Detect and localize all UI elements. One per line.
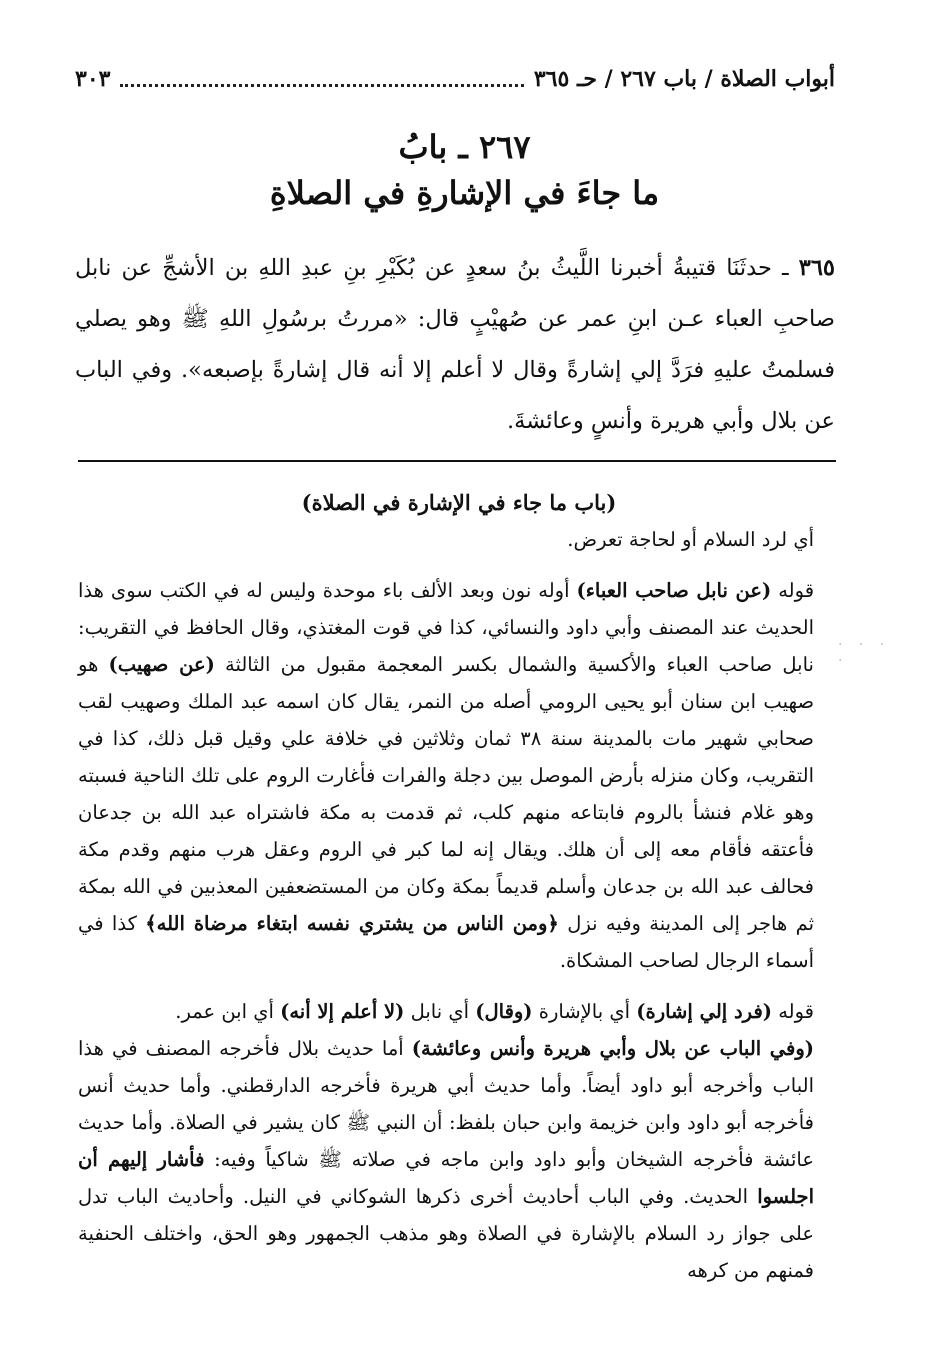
- running-title: أبواب الصلاة / باب ٢٦٧ / حـ ٣٦٥: [533, 66, 835, 92]
- quoted-phrase: (لا أعلم إلا أنه): [280, 1000, 405, 1023]
- commentary-text: أما حديث بلال فأخرجه المصنف في هذا الباب وأخرجه أبو داود أيضاً. وأما حديث أبي هريرة فأخرجه الدارقطني. وأما حديث أنس فأخرجه أبو داود وابن خزيمة وابن حبان بلفظ: أن النبي ﷺ كان يشير في الصلاة. وأما حديث عائشة فأخرجه الشيخان وأبو داود وابن ماجه في صلاته ﷺ شاكياً وفيه:: [78, 1037, 814, 1171]
- quran-quote: ﴿ومن الناس من يشتري نفسه ابتغاء مرضاة الله﴾: [145, 912, 559, 935]
- quoted-phrase: (وقال): [475, 1000, 533, 1023]
- commentary-paragraph-4: [78, 1030, 840, 1289]
- divider-line: [78, 460, 836, 462]
- quoted-phrase: فأشار إليهم أن اجلسوا: [78, 1148, 815, 1208]
- commentary-text: هو صهيب ابن سنان أبو يحيى الرومي أصله من النمر، يقال كان اسمه عبد الملك وصهيب لقب صحابي شهير مات بالمدينة سنة ٣٨ ثمان وثلاثين في خلافة علي وقيل قبل ذلك، كذا في التقريب، وكان منزله بأرض الموصل بين دجلة والفرات فأغارت الروم على تلك الناحية فسبته وهو غلام فنشأ بالروم فابتاعه منهم كلب، ثم قدمت به مكة فاشتراه عبد الله بن جدعان فأعتقه فأقام معه إلى أن هلك. ويقال إنه لما كبر في الروم وعقل هرب منهم وقدم مكة فحالف عبد الله بن جدعان وأسلم قديماً بمكة وكان من المستضعفين المعذبين في الله بمكة ثم هاجر إلى المدينة وفيه نزل: [78, 653, 814, 935]
- commentary-text: أي بالإشارة: [538, 1000, 631, 1023]
- lead-word: قوله: [778, 579, 815, 602]
- hadith-text: [75, 243, 835, 447]
- quoted-phrase: (عن نابل صاحب العباء): [576, 579, 772, 602]
- commentary-text: أي ابن عمر.: [175, 1000, 274, 1023]
- dotted-leader: [120, 84, 523, 87]
- commentary-text: أي نابل: [410, 1000, 470, 1023]
- page-number: ٣٠٣: [75, 66, 111, 92]
- commentary-paragraph-1: أي لرد السلام أو لحاجة تعرض.: [567, 528, 814, 551]
- commentary-text: كذا في أسماء الرجال لصاحب المشكاة.: [78, 912, 814, 972]
- running-header: [75, 62, 835, 96]
- hadith-number: ٣٦٥: [798, 255, 835, 281]
- commentary: [78, 484, 840, 1289]
- commentary-heading: (باب ما جاء في الإشارة في الصلاة): [301, 490, 617, 515]
- commentary-paragraph-3: [78, 993, 840, 1030]
- lead-word: قوله: [778, 1000, 814, 1023]
- quoted-phrase: (عن صهيب): [108, 653, 215, 676]
- quoted-phrase: (وفي الباب عن بلال وأبي هريرة وأنس وعائشة): [411, 1037, 814, 1060]
- margin-dots: . . . .: [838, 633, 891, 665]
- commentary-text: الحديث. وفي الباب أحاديث أخرى ذكرها الشوكاني في النيل. وأحاديث الباب تدل على جواز رد السلام بالإشارة في الصلاة وهو مذهب الجمهور وهو الحق، واختلف الحنفية فمنهم من كرهه: [78, 1185, 814, 1282]
- commentary-paragraph-2: [78, 572, 840, 979]
- chapter-number: ٢٦٧ ـ بابُ: [398, 128, 531, 166]
- commentary-text: أوله نون وبعد الألف باء موحدة وليس له في الكتب سوى هذا الحديث عند المصنف وأبي داود والنسائي، كذا في قوت المغتذي، وقال الحافظ في التقريب: نابل صاحب العباء والأكسية والشمال بكسر المعجمة مقبول من الثالثة: [78, 579, 814, 676]
- quoted-phrase: (فرد إلي إشارة): [636, 1000, 772, 1023]
- chapter-title: ما جاءَ في الإشارةِ في الصلاةِ: [269, 174, 660, 212]
- hadith-body: ـ حدثَنَا قتيبةُ أخبرنا اللَّيثُ بنُ سعدٍ عن بُكَيْرِ بنِ عبدِ اللهِ بن الأشجِّ عن نابل صاحبِ العباء عـن ابنِ عمر عن صُهيْبٍ قال: «مررتُ برسُولِ اللهِ ﷺ وهو يصلي فسلمتُ عليهِ فرَدَّ إلي إشارةً وقال لا أعلم إلا أنه قال إشارةً بإصبعه». وفي الباب عن بلال وأبي هريرة وأنسٍ وعائشةَ.: [75, 255, 835, 434]
